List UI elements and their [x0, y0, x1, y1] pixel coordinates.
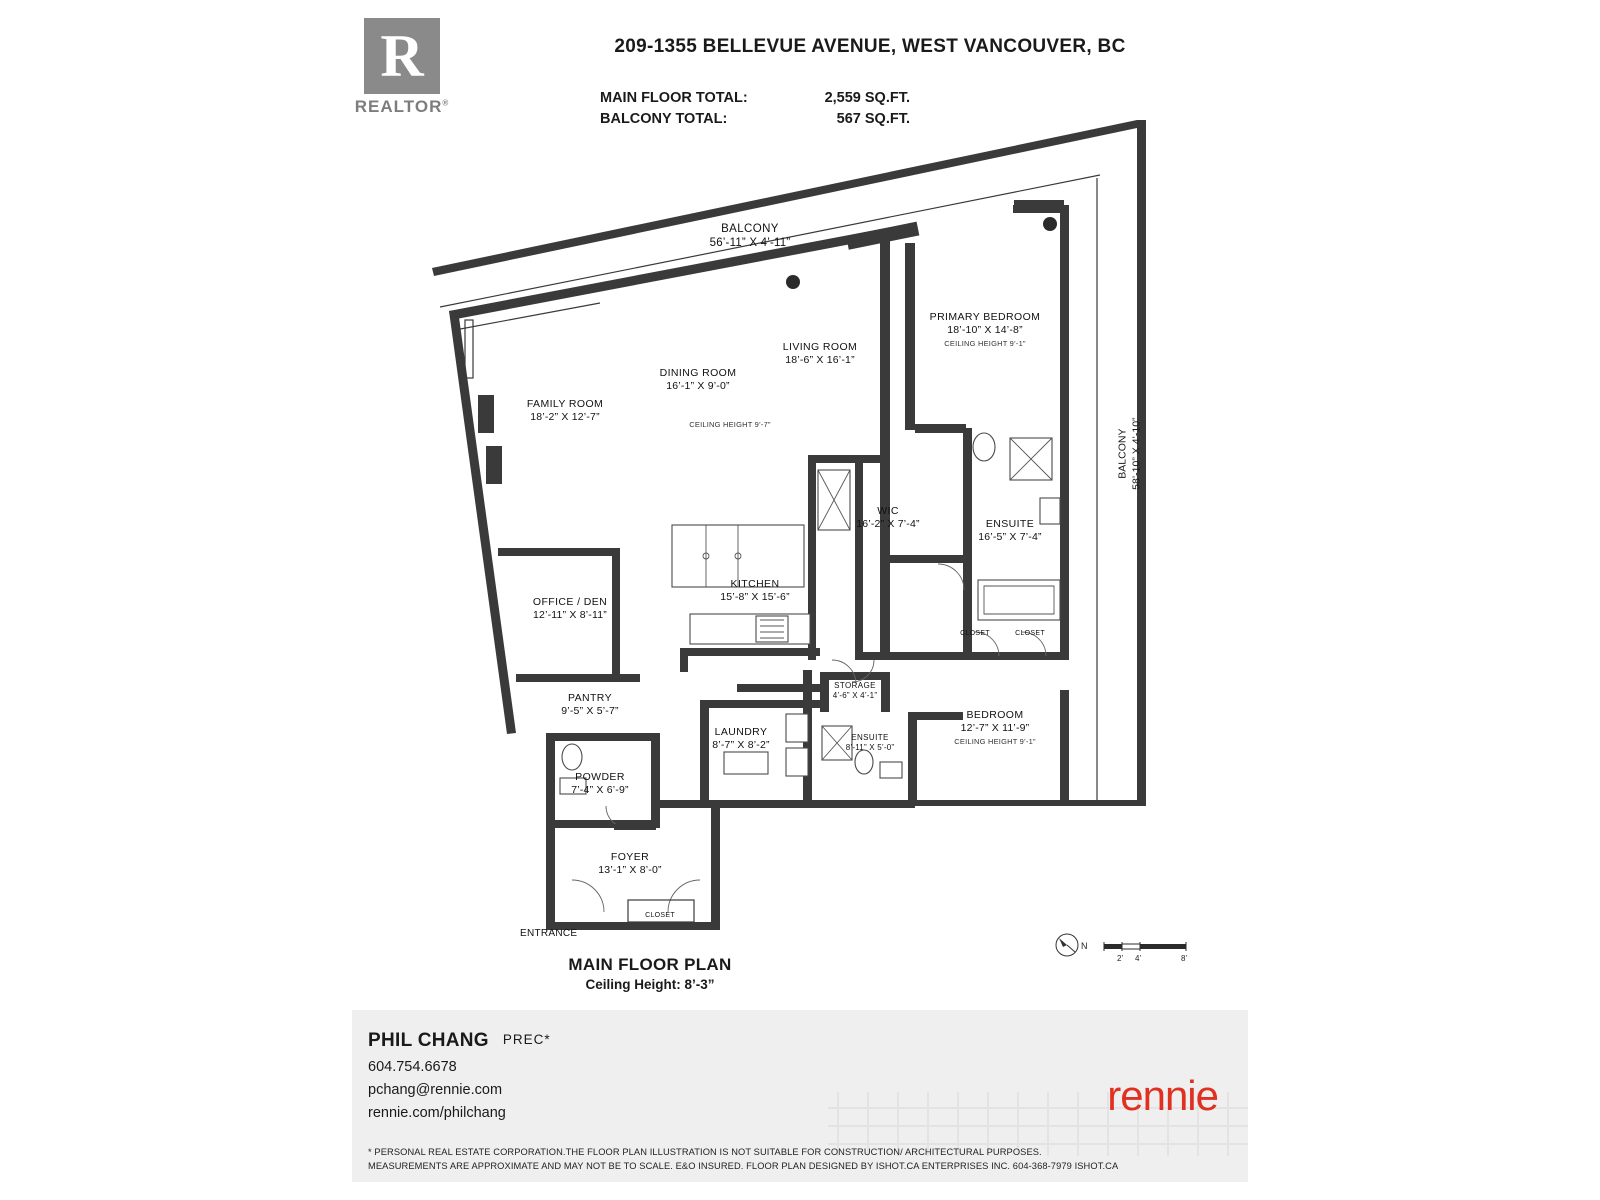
- svg-text:4’: 4’: [1135, 954, 1142, 963]
- realtor-logo-sup: ®: [442, 98, 450, 108]
- page-title: 209-1355 BELLEVUE AVENUE, WEST VANCOUVER, BC: [614, 36, 1126, 57]
- room-label-living-room: LIVING ROOM 18’-6” X 16’-1”: [782, 341, 858, 367]
- realtor-logo-text: REALTOR: [354, 97, 443, 116]
- agent-name: PHIL CHANG: [368, 1030, 489, 1051]
- main-floor-total-label: MAIN FLOOR TOTAL:: [600, 90, 748, 106]
- footer: [352, 1010, 1248, 1182]
- room-label-ensuite-secondary: ENSUITE 8’-11” X 5’-0”: [845, 733, 895, 752]
- room-label-bedroom: BEDROOM 12’-7” X 11’-9” CEILING HEIGHT 9’-1”: [954, 709, 1036, 747]
- room-label-dining-room: DINING ROOM 16’-1” X 9’-0”: [659, 367, 737, 393]
- kitchen-fixtures: [672, 470, 850, 644]
- agent-email[interactable]: pchang@rennie.com: [368, 1082, 503, 1098]
- room-label-wic: WIC 16’-2” X 7’-4”: [856, 505, 920, 531]
- room-label-closet-left: CLOSET: [960, 630, 990, 637]
- room-label-laundry: LAUNDRY 8’-7” X 8’-2”: [712, 726, 770, 752]
- ceiling-height-dining: CEILING HEIGHT 9’-7”: [689, 420, 771, 429]
- realtor-r-glyph: R: [380, 23, 424, 89]
- main-floor-total-value: 2,559 SQ.FT.: [824, 90, 910, 106]
- svg-text:8’: 8’: [1181, 954, 1188, 963]
- room-label-ensuite-primary: ENSUITE 16’-5” X 7’-4”: [978, 518, 1042, 544]
- rennie-logo: rennie: [1107, 1072, 1218, 1119]
- agent-designation: PREC*: [502, 1032, 551, 1047]
- plan-caption-title: MAIN FLOOR PLAN: [568, 955, 732, 974]
- plan-caption-ceiling: Ceiling Height: 8’-3”: [585, 977, 715, 992]
- room-label-powder: POWDER 7’-4” X 6’-9”: [571, 771, 629, 797]
- entrance-label: ENTRANCE: [520, 928, 578, 939]
- balcony-total-label: BALCONY TOTAL:: [600, 111, 728, 127]
- balcony-column-icon: [786, 275, 800, 289]
- disclaimer-line-2: MEASUREMENTS ARE APPROXIMATE AND MAY NOT BE TO SCALE. E&O INSURED. FLOOR PLAN DESIGNED BY ISHOT.CA ENTERPRISES INC. 604-368-7979 ISHOT.CA: [368, 1160, 1119, 1171]
- agent-phone[interactable]: 604.754.6678: [368, 1059, 457, 1075]
- room-label-balcony-right: BALCONY 58’-10” X 4’-10”: [1116, 417, 1142, 490]
- room-label-office-den: OFFICE / DEN 12’-11” X 8’-11”: [532, 596, 608, 622]
- disclaimer: [368, 1146, 1118, 1173]
- agent-website[interactable]: rennie.com/philchang: [368, 1105, 506, 1121]
- disclaimer-line-1: * PERSONAL REAL ESTATE CORPORATION.THE FLOOR PLAN ILLUSTRATION IS NOT SUITABLE FOR CONSTRUCTION/ ARCHITECTURAL PURPOSES.: [368, 1147, 1042, 1158]
- agent-info: [368, 1030, 551, 1121]
- room-label-kitchen: KITCHEN 15’-8” X 15’-6”: [720, 578, 790, 604]
- scale-bar: [1098, 938, 1208, 966]
- svg-text:2’: 2’: [1117, 954, 1124, 963]
- svg-text:N: N: [1081, 941, 1088, 951]
- balcony-column-icon: [1043, 217, 1057, 231]
- room-label-closet-right: CLOSET: [1015, 630, 1045, 637]
- room-label-storage: STORAGE 4’-6” X 4’-1”: [832, 681, 878, 700]
- room-label-pantry: PANTRY 9’-5” X 5’-7”: [561, 692, 619, 718]
- room-label-primary-bedroom: PRIMARY BEDROOM 18’-10” X 14’-8” CEILING HEIGHT 9’-1”: [929, 311, 1041, 349]
- compass-icon: [1053, 930, 1093, 960]
- balcony-total-value: 567 SQ.FT.: [836, 111, 910, 127]
- room-label-foyer: FOYER 13’-1” X 8’-0”: [598, 851, 662, 877]
- room-label-family-room: FAMILY ROOM 18’-2” X 12’-7”: [526, 398, 604, 424]
- room-label-balcony-top: BALCONY 56’-11” X 4’-11”: [709, 223, 791, 250]
- plan-caption: [470, 955, 830, 992]
- room-label-closet-foyer: CLOSET: [645, 912, 675, 919]
